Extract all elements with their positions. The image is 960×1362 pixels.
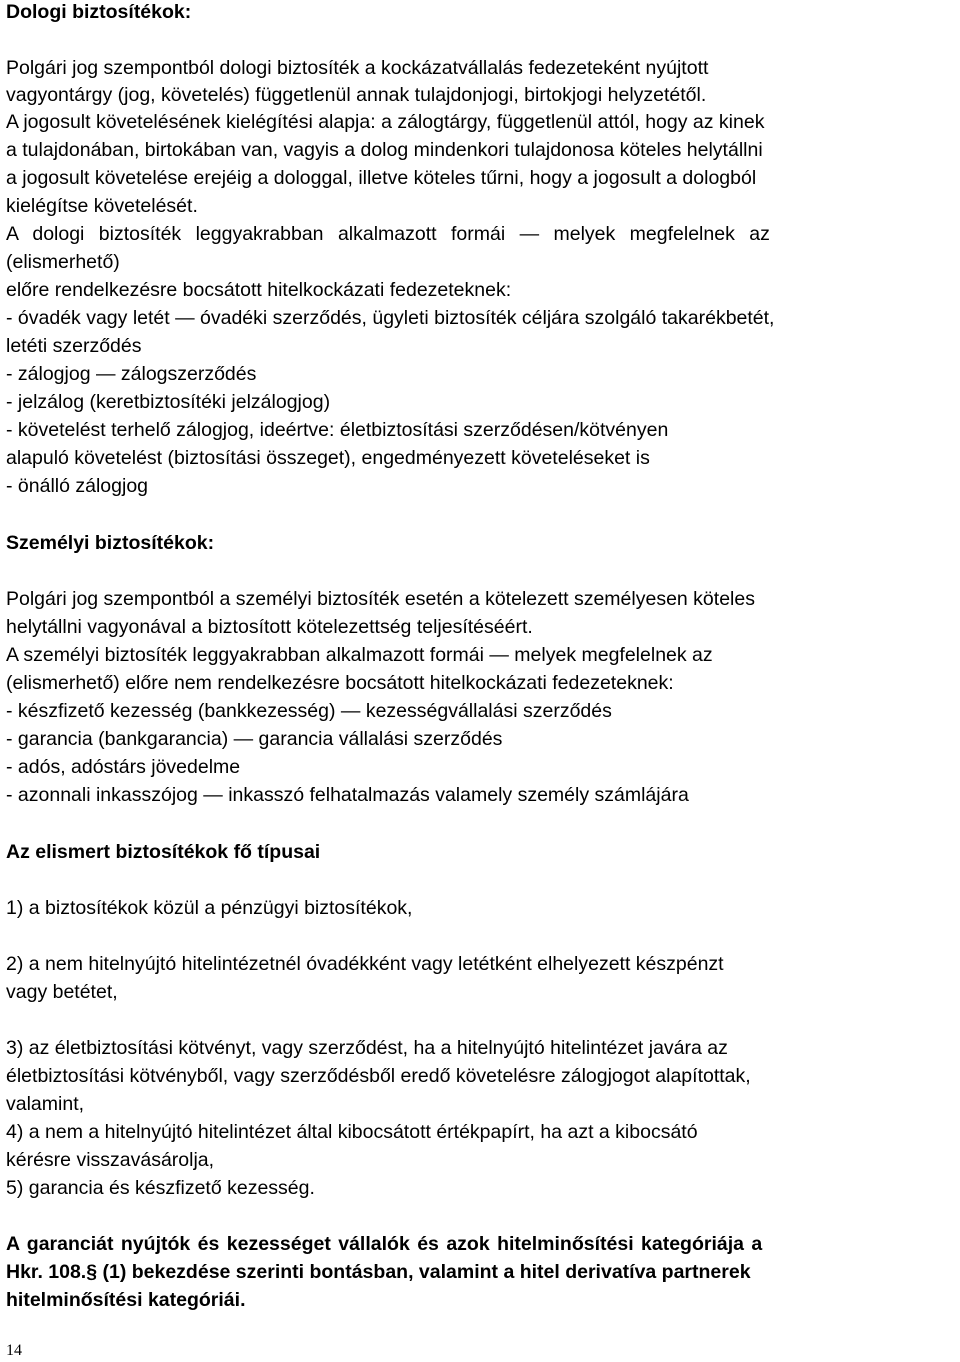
paragraph-line: a tulajdonában, birtokában van, vagyis a dolog mindenkori tulajdonosa köteles helytállni bbox=[6, 139, 763, 161]
paragraph-line: kielégítse követelését. bbox=[6, 195, 198, 217]
numbered-item: vagy betétet, bbox=[6, 981, 118, 1003]
numbered-item: 4) a nem a hitelnyújtó hitelintézet által kibocsátott értékpapírt, ha azt a kibocsátó bbox=[6, 1121, 698, 1143]
paragraph-line: a jogosult követelése erejéig a dologgal, illetve köteles tűrni, hogy a jogosult a dologból bbox=[6, 167, 757, 189]
numbered-item: 5) garancia és készfizető kezesség. bbox=[6, 1177, 315, 1199]
list-item: - adós, adóstárs jövedelme bbox=[6, 756, 241, 778]
list-item: - önálló zálogjog bbox=[6, 475, 149, 497]
list-item: - zálogjog — zálogszerződés bbox=[6, 363, 257, 385]
numbered-item: 2) a nem hitelnyújtó hitelintézetnél óvadékként vagy letétként elhelyezett készpénzt bbox=[6, 953, 724, 975]
list-item: - jelzálog (keretbiztosítéki jelzálogjog) bbox=[6, 391, 331, 413]
paragraph-line: előre rendelkezésre bocsátott hitelkockázati fedezeteknek: bbox=[6, 279, 512, 301]
section-heading-tipusok: Az elismert biztosítékok fő típusai bbox=[6, 841, 321, 863]
paragraph-line: (elismerhető) előre nem rendelkezésre bocsátott hitelkockázati fedezeteknek: bbox=[6, 672, 674, 694]
list-item: - azonnali inkasszójog — inkasszó felhatalmazás valamely személy számlájára bbox=[6, 784, 689, 806]
list-item: - garancia (bankgarancia) — garancia vállalási szerződés bbox=[6, 728, 503, 750]
numbered-item: életbiztosítási kötvényből, vagy szerződésből eredő követelésre zálogjogot alapítottak, bbox=[6, 1065, 751, 1087]
section-heading-szemelyi: Személyi biztosítékok: bbox=[6, 532, 215, 554]
list-item: - készfizető kezesség (bankkezesség) — kezességvállalási szerződés bbox=[6, 700, 612, 722]
closing-line: hitelminősítési kategóriái. bbox=[6, 1289, 246, 1311]
list-item: alapuló követelést (biztosítási összeget), engedményezett követeléseket is bbox=[6, 447, 650, 469]
list-item: letéti szerződés bbox=[6, 335, 142, 357]
paragraph-line: Polgári jog szempontból dologi biztosíték a kockázatvállalás fedezeteként nyújtott bbox=[6, 57, 709, 79]
section-heading-dologi: Dologi biztosítékok: bbox=[6, 1, 192, 23]
list-item: - követelést terhelő zálogjog, ideértve: életbiztosítási szerződésen/kötvényen bbox=[6, 419, 669, 441]
numbered-item: 1) a biztosítékok közül a pénzügyi biztosítékok, bbox=[6, 897, 413, 919]
numbered-item: kérésre visszavásárolja, bbox=[6, 1149, 215, 1171]
paragraph-line: A személyi biztosíték leggyakrabban alkalmazott formái — melyek megfelelnek az bbox=[6, 644, 713, 666]
paragraph-line: A jogosult követelésének kielégítési alapja: a zálogtárgy, függetlenül attól, hogy az kinek bbox=[6, 111, 765, 133]
paragraph-line: vagyontárgy (jog, követelés) függetlenül annak tulajdonjogi, birtokjogi helyzetétől. bbox=[6, 84, 707, 106]
paragraph-line: (elismerhető) bbox=[6, 251, 120, 273]
numbered-item: valamint, bbox=[6, 1093, 85, 1115]
paragraph-line: Polgári jog szempontból a személyi biztosíték esetén a kötelezett személyesen köteles bbox=[6, 588, 755, 610]
closing-line: Hkr. 108.§ (1) bekezdése szerinti bontásban, valamint a hitel derivatíva partnerek bbox=[6, 1261, 751, 1283]
closing-line: A garanciát nyújtók és kezességet vállalók és azok hitelminősítési kategóriája a bbox=[6, 1233, 763, 1255]
numbered-item: 3) az életbiztosítási kötvényt, vagy szerződést, ha a hitelnyújtó hitelintézet javára az bbox=[6, 1037, 728, 1059]
list-item: - óvadék vagy letét — óvadéki szerződés, ügyleti biztosíték céljára szolgáló takarékbetét, bbox=[6, 307, 775, 329]
paragraph-line: A dologi biztosíték leggyakrabban alkalmazott formái — melyek megfelelnek az bbox=[6, 223, 770, 245]
paragraph-line: helytállni vagyonával a biztosított kötelezettség teljesítéséért. bbox=[6, 616, 533, 638]
page-number: 14 bbox=[6, 1342, 22, 1359]
